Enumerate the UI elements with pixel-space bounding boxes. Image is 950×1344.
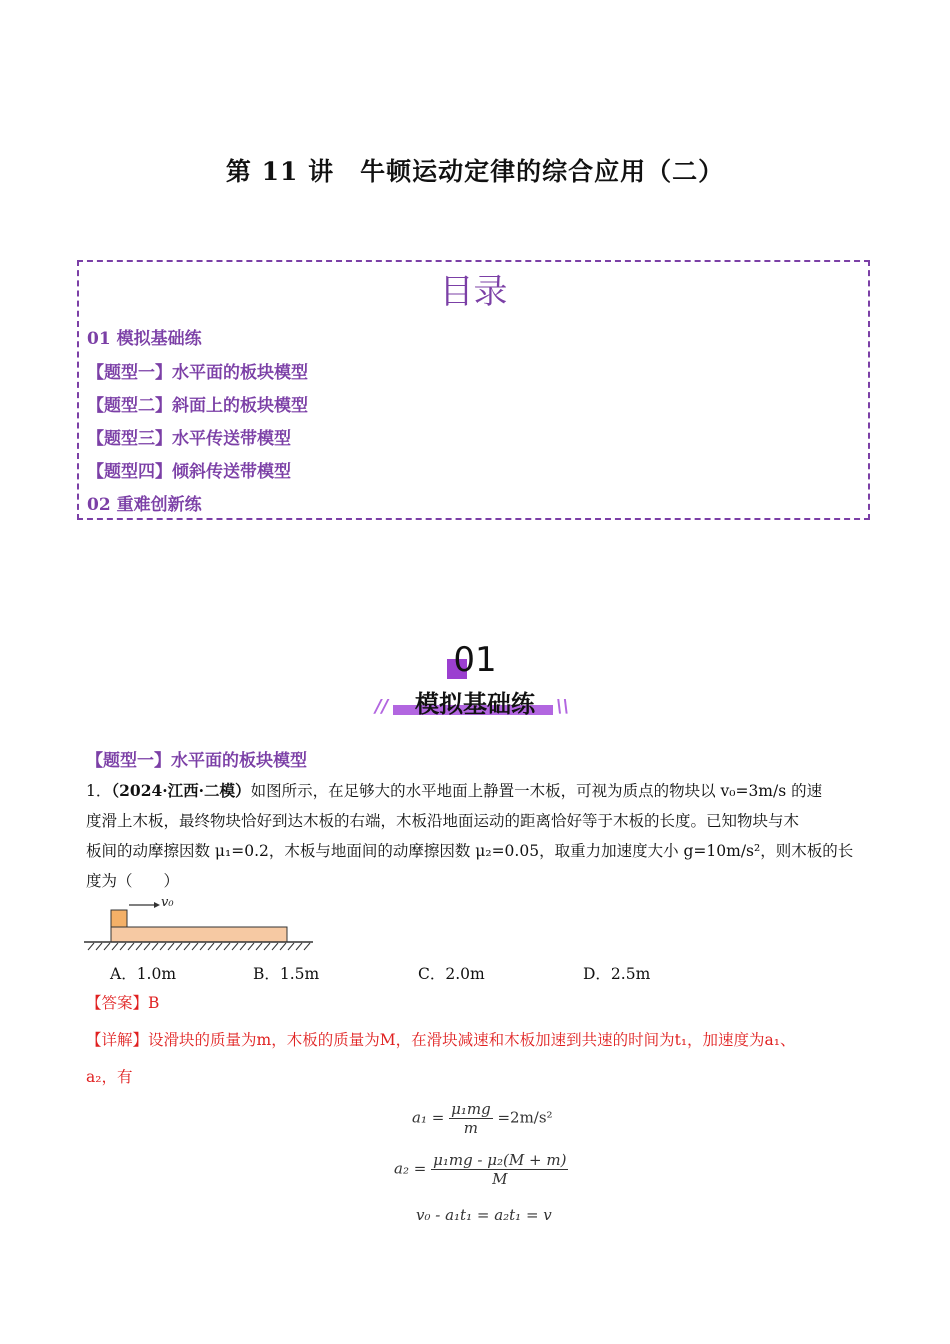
formula-a1-lhs: a₁ =: [412, 1108, 445, 1127]
board: [111, 927, 287, 942]
question-source: （2024·江西·二模）: [111, 781, 251, 800]
toc-item-type-2[interactable]: 【题型二】斜面上的板块模型: [87, 396, 308, 416]
left-slash-decoration: //: [375, 696, 389, 717]
formula-a2-numerator: μ₁mg - μ₂(M + m): [433, 1151, 567, 1169]
detail-line-2: a₂，有: [86, 1068, 133, 1086]
answer-label: 【答案】: [86, 994, 149, 1012]
formula-a1-numerator: μ₁mg: [451, 1100, 491, 1118]
block: [111, 910, 127, 927]
section-number: 01: [453, 640, 497, 680]
velocity-arrowhead: [154, 902, 160, 908]
toc-item-type-4[interactable]: 【题型四】倾斜传送带模型: [87, 462, 291, 482]
question-line-3: 板间的动摩擦因数 μ₁=0.2，木板与地面间的动摩擦因数 μ₂=0.05，取重力加速度大小 g=10m/s²，则木板的长: [86, 842, 854, 860]
option-c[interactable]: C．2.0m: [418, 965, 485, 983]
formula-a1: [412, 1100, 553, 1137]
question-line-1: [86, 776, 866, 806]
formula-a2-lhs: a₂ =: [394, 1159, 427, 1178]
formula-a1-denominator: m: [463, 1119, 478, 1137]
formula-a1-fraction: [449, 1100, 493, 1137]
detail-label: 【详解】: [86, 1031, 149, 1049]
question-type-heading: 【题型一】水平面的板块模型: [86, 751, 307, 771]
option-d[interactable]: D．2.5m: [583, 965, 651, 983]
answer-value: B: [148, 994, 160, 1012]
formula-a2-fraction: [431, 1151, 568, 1188]
formula-a2-denominator: M: [492, 1170, 508, 1188]
ground-hatch: [88, 943, 310, 950]
question-number: 1．: [86, 782, 112, 800]
velocity-label: v₀: [161, 895, 174, 910]
question-line-2: 度滑上木板，最终物块恰好到达木板的右端，木板沿地面运动的距离恰好等于木板的长度。已知物块与木: [86, 812, 800, 830]
right-slash-decoration: \\: [556, 696, 570, 717]
option-b[interactable]: B．1.5m: [253, 965, 320, 983]
question-line-4: 度为（ ）: [86, 872, 180, 890]
toc-item-section-01[interactable]: 01 模拟基础练: [87, 329, 202, 349]
toc-heading: 目录: [439, 272, 508, 312]
toc-item-type-1[interactable]: 【题型一】水平面的板块模型: [87, 363, 308, 383]
formula-a2: [394, 1151, 568, 1188]
formula-velocity: v₀ - a₁t₁ = a₂t₁ = v: [416, 1206, 552, 1224]
page-title: 第 11 讲 牛顿运动定律的综合应用（二）: [225, 157, 725, 186]
option-a[interactable]: A．1.0m: [110, 965, 177, 983]
formula-a1-rhs: =2m/s²: [497, 1108, 553, 1127]
detail-text-1: 设滑块的质量为m，木板的质量为M，在滑块减速和木板加速到共速的时间为t₁，加速度为a₁、: [148, 1031, 796, 1049]
board-block-figure: [84, 892, 316, 954]
answer-line: [86, 988, 866, 1018]
toc-item-section-02[interactable]: 02 重难创新练: [87, 495, 202, 515]
detail-line-1: [86, 1025, 866, 1055]
question-text-1: 如图所示，在足够大的水平地面上静置一木板，可视为质点的物块以 v₀=3m/s 的速: [250, 782, 823, 800]
section-name: 模拟基础练: [415, 690, 535, 718]
toc-item-type-3[interactable]: 【题型三】水平传送带模型: [87, 429, 291, 449]
table-of-contents: [77, 260, 870, 520]
